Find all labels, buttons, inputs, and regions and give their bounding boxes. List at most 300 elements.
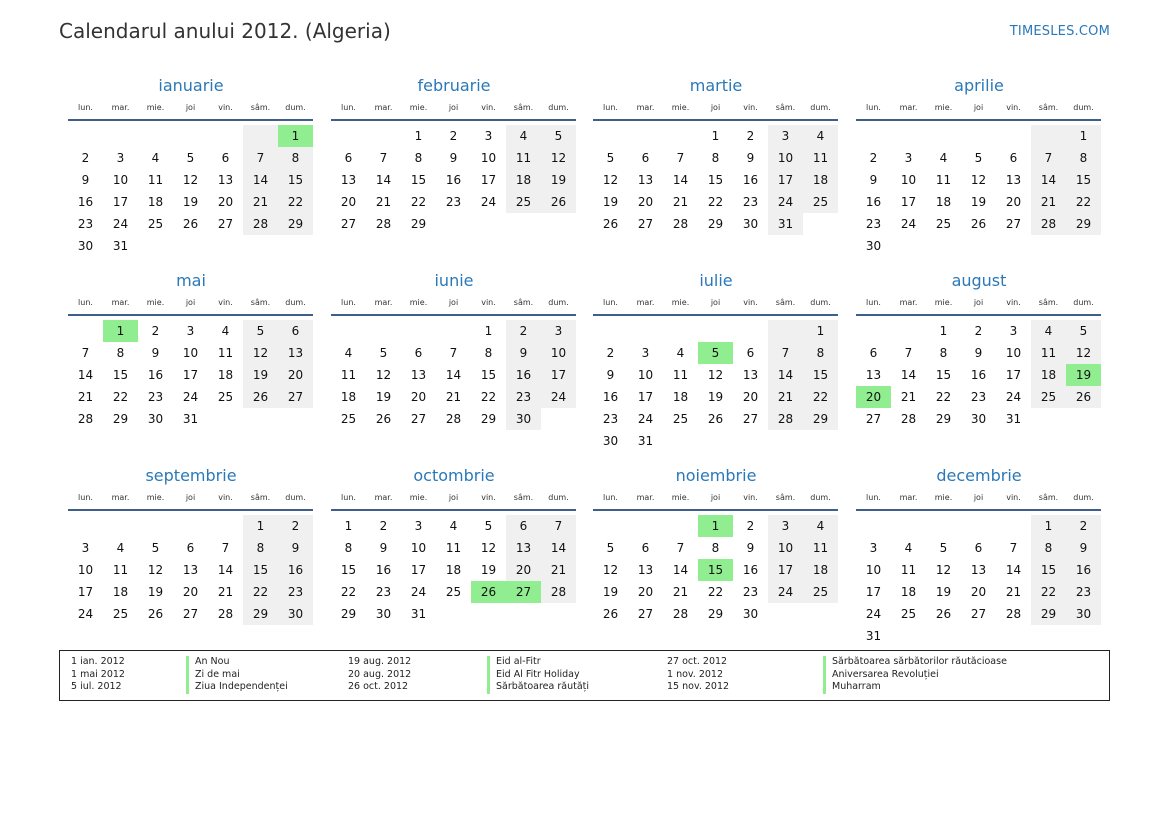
day-cell: 9 bbox=[606, 368, 615, 382]
day-cell: 10 bbox=[480, 151, 497, 165]
day-cell: 20 bbox=[742, 390, 759, 404]
empty-cell bbox=[628, 515, 663, 537]
day-cell: 16 bbox=[970, 368, 987, 382]
day-cell: 22 bbox=[340, 585, 357, 599]
day-cell: 14 bbox=[768, 364, 803, 386]
day-cell: 15 bbox=[243, 559, 278, 581]
day-cell: 19 bbox=[182, 195, 199, 209]
day-cell: 5 bbox=[484, 519, 493, 533]
holiday-date: 1 nov. 2012 bbox=[667, 668, 723, 680]
day-cell: 16 bbox=[147, 368, 164, 382]
weekday-header bbox=[856, 298, 1102, 310]
weekday-label: lun. bbox=[341, 103, 356, 112]
day-cell: 1 bbox=[803, 320, 838, 342]
day-cell: 31 bbox=[1005, 412, 1022, 426]
day-cell: 11 bbox=[147, 173, 164, 187]
weekday-label: mie. bbox=[671, 103, 690, 112]
day-cell: 2 bbox=[746, 129, 755, 143]
weekday-label: dum. bbox=[810, 103, 831, 112]
day-cell: 22 bbox=[935, 390, 952, 404]
day-cell: 11 bbox=[506, 147, 541, 169]
day-cell: 29 bbox=[707, 217, 724, 231]
weekday-label: dum. bbox=[548, 298, 569, 307]
empty-cell bbox=[961, 515, 996, 537]
empty-cell bbox=[856, 125, 891, 147]
day-cell: 4 bbox=[506, 125, 541, 147]
month-august bbox=[856, 266, 1102, 430]
holiday-date: 19 aug. 2012 bbox=[348, 656, 412, 667]
month-name: aprilie bbox=[954, 76, 1004, 95]
day-cell: 20 bbox=[637, 195, 654, 209]
weekday-label: mie. bbox=[934, 103, 953, 112]
weekday-label: vin. bbox=[743, 493, 758, 502]
day-cell: 17 bbox=[637, 390, 654, 404]
day-cell: 8 bbox=[414, 151, 423, 165]
day-cell: 15 bbox=[1031, 559, 1066, 581]
empty-cell bbox=[68, 320, 103, 342]
weekday-label: lun. bbox=[866, 493, 881, 502]
day-cell: 3 bbox=[1009, 324, 1018, 338]
day-cell: 31 bbox=[112, 239, 129, 253]
day-cell: 24 bbox=[865, 607, 882, 621]
holiday-date: 26 oct. 2012 bbox=[348, 681, 409, 692]
weekday-label: joi bbox=[448, 298, 459, 307]
weekday-label: joi bbox=[185, 298, 196, 307]
month-noiembrie bbox=[593, 461, 839, 625]
day-cell: 13 bbox=[1005, 173, 1022, 187]
empty-cell bbox=[68, 515, 103, 537]
weekday-label: mie. bbox=[146, 298, 165, 307]
day-cell: 1 bbox=[939, 324, 948, 338]
day-cell: 10 bbox=[410, 541, 427, 555]
day-cell: 2 bbox=[506, 320, 541, 342]
day-cell: 8 bbox=[484, 346, 493, 360]
empty-cell bbox=[401, 320, 436, 342]
weekday-label: sâm. bbox=[513, 103, 534, 112]
day-cell: 30 bbox=[865, 239, 882, 253]
day-cell: 16 bbox=[77, 195, 94, 209]
day-cell: 12 bbox=[602, 563, 619, 577]
day-cell: 19 bbox=[243, 364, 278, 386]
empty-cell bbox=[173, 125, 208, 147]
day-cell: 12 bbox=[935, 563, 952, 577]
day-cell: 27 bbox=[182, 607, 199, 621]
month-name: octombrie bbox=[413, 466, 495, 485]
holiday-day-cell: 1 bbox=[103, 320, 138, 342]
day-cell: 14 bbox=[1031, 169, 1066, 191]
day-cell: 15 bbox=[410, 173, 427, 187]
day-cell: 19 bbox=[935, 585, 952, 599]
empty-cell bbox=[593, 515, 628, 537]
day-grid bbox=[331, 320, 577, 430]
day-cell: 10 bbox=[541, 342, 576, 364]
day-cell: 13 bbox=[410, 368, 427, 382]
day-cell: 7 bbox=[81, 346, 90, 360]
weekday-label: lun. bbox=[866, 298, 881, 307]
day-cell: 25 bbox=[147, 217, 164, 231]
day-cell: 25 bbox=[900, 607, 917, 621]
day-cell: 19 bbox=[602, 585, 619, 599]
month-name: iulie bbox=[699, 271, 733, 290]
day-cell: 8 bbox=[939, 346, 948, 360]
day-cell: 26 bbox=[375, 412, 392, 426]
weekday-label: mar. bbox=[636, 298, 655, 307]
day-cell: 16 bbox=[742, 563, 759, 577]
day-cell: 21 bbox=[445, 390, 462, 404]
holiday-names-col-1 bbox=[186, 656, 288, 694]
day-cell: 10 bbox=[112, 173, 129, 187]
day-cell: 22 bbox=[803, 386, 838, 408]
month-name: iunie bbox=[434, 271, 474, 290]
empty-cell bbox=[891, 320, 926, 342]
day-cell: 27 bbox=[410, 412, 427, 426]
day-cell: 5 bbox=[974, 151, 983, 165]
day-cell: 3 bbox=[116, 151, 125, 165]
weekday-label: vin. bbox=[218, 103, 233, 112]
empty-cell bbox=[331, 125, 366, 147]
page-title: Calendarul anului 2012. (Algeria) bbox=[59, 19, 391, 43]
month-name: februarie bbox=[417, 76, 491, 95]
day-cell: 13 bbox=[742, 368, 759, 382]
day-cell: 26 bbox=[970, 217, 987, 231]
day-cell: 20 bbox=[970, 585, 987, 599]
site-link[interactable]: TIMESLES.COM bbox=[1009, 24, 1110, 39]
day-cell: 7 bbox=[221, 541, 230, 555]
day-cell: 30 bbox=[278, 603, 313, 625]
weekday-label: mar. bbox=[636, 103, 655, 112]
weekday-label: vin. bbox=[743, 103, 758, 112]
day-cell: 21 bbox=[1005, 585, 1022, 599]
weekday-label: mie. bbox=[146, 103, 165, 112]
day-cell: 25 bbox=[506, 191, 541, 213]
day-cell: 28 bbox=[217, 607, 234, 621]
day-cell: 14 bbox=[900, 368, 917, 382]
day-cell: 18 bbox=[900, 585, 917, 599]
holiday-date: 5 iul. 2012 bbox=[71, 681, 122, 692]
day-cell: 11 bbox=[935, 173, 952, 187]
day-cell: 6 bbox=[414, 346, 423, 360]
day-cell: 21 bbox=[900, 390, 917, 404]
empty-cell bbox=[593, 125, 628, 147]
day-cell: 18 bbox=[672, 390, 689, 404]
weekday-label: mar. bbox=[374, 493, 393, 502]
weekday-label: joi bbox=[448, 493, 459, 502]
day-cell: 14 bbox=[672, 173, 689, 187]
weekday-label: joi bbox=[185, 493, 196, 502]
weekday-header bbox=[593, 493, 839, 505]
day-cell: 26 bbox=[147, 607, 164, 621]
holiday-name: Aniversarea Revoluției bbox=[823, 669, 1007, 682]
weekday-header bbox=[68, 493, 314, 505]
day-grid bbox=[593, 320, 839, 452]
day-cell: 29 bbox=[1031, 603, 1066, 625]
day-cell: 2 bbox=[449, 129, 458, 143]
day-cell: 12 bbox=[707, 368, 724, 382]
weekday-label: dum. bbox=[1073, 103, 1094, 112]
month-divider bbox=[856, 314, 1101, 316]
day-cell: 3 bbox=[541, 320, 576, 342]
day-cell: 3 bbox=[768, 515, 803, 537]
weekday-header bbox=[331, 298, 577, 310]
month-divider bbox=[593, 314, 838, 316]
day-cell: 20 bbox=[182, 585, 199, 599]
weekday-label: dum. bbox=[548, 493, 569, 502]
day-cell: 9 bbox=[379, 541, 388, 555]
day-cell: 20 bbox=[340, 195, 357, 209]
day-cell: 5 bbox=[1066, 320, 1101, 342]
day-cell: 18 bbox=[147, 195, 164, 209]
day-cell: 21 bbox=[672, 585, 689, 599]
empty-cell bbox=[208, 125, 243, 147]
day-cell: 20 bbox=[506, 559, 541, 581]
month-iunie bbox=[331, 266, 577, 430]
day-cell: 24 bbox=[410, 585, 427, 599]
day-cell: 10 bbox=[1005, 346, 1022, 360]
empty-cell bbox=[663, 125, 698, 147]
day-cell: 7 bbox=[379, 151, 388, 165]
holiday-date: 27 oct. 2012 bbox=[667, 656, 728, 667]
day-cell: 9 bbox=[974, 346, 983, 360]
day-cell: 30 bbox=[77, 239, 94, 253]
day-cell: 12 bbox=[375, 368, 392, 382]
day-cell: 3 bbox=[641, 346, 650, 360]
day-cell: 30 bbox=[506, 408, 541, 430]
weekday-label: mar. bbox=[899, 493, 918, 502]
weekday-label: mie. bbox=[671, 493, 690, 502]
weekday-label: sâm. bbox=[250, 298, 271, 307]
day-cell: 27 bbox=[970, 607, 987, 621]
day-cell: 30 bbox=[375, 607, 392, 621]
day-cell: 22 bbox=[112, 390, 129, 404]
empty-cell bbox=[208, 515, 243, 537]
day-cell: 15 bbox=[935, 368, 952, 382]
day-cell: 5 bbox=[541, 125, 576, 147]
day-cell: 30 bbox=[742, 217, 759, 231]
day-cell: 31 bbox=[637, 434, 654, 448]
day-cell: 24 bbox=[768, 581, 803, 603]
day-cell: 6 bbox=[974, 541, 983, 555]
day-cell: 5 bbox=[939, 541, 948, 555]
weekday-label: sâm. bbox=[1038, 103, 1059, 112]
holiday-day-cell: 27 bbox=[506, 581, 541, 603]
weekday-label: vin. bbox=[481, 103, 496, 112]
day-grid bbox=[856, 515, 1102, 647]
day-cell: 19 bbox=[147, 585, 164, 599]
day-cell: 21 bbox=[541, 559, 576, 581]
day-cell: 29 bbox=[480, 412, 497, 426]
day-cell: 23 bbox=[506, 386, 541, 408]
day-cell: 11 bbox=[900, 563, 917, 577]
weekday-label: lun. bbox=[341, 493, 356, 502]
day-cell: 2 bbox=[1066, 515, 1101, 537]
day-cell: 16 bbox=[742, 173, 759, 187]
day-cell: 21 bbox=[217, 585, 234, 599]
holiday-day-cell: 1 bbox=[698, 515, 733, 537]
day-cell: 16 bbox=[278, 559, 313, 581]
weekday-label: mar. bbox=[374, 298, 393, 307]
day-cell: 1 bbox=[414, 129, 423, 143]
day-cell: 8 bbox=[278, 147, 313, 169]
month-name: august bbox=[951, 271, 1007, 290]
month-martie bbox=[593, 71, 839, 235]
day-cell: 28 bbox=[77, 412, 94, 426]
day-cell: 23 bbox=[865, 217, 882, 231]
weekday-label: mie. bbox=[934, 493, 953, 502]
empty-cell bbox=[891, 515, 926, 537]
day-cell: 7 bbox=[1009, 541, 1018, 555]
day-cell: 8 bbox=[116, 346, 125, 360]
holiday-date: 15 nov. 2012 bbox=[667, 681, 730, 692]
holiday-dates-col-3 bbox=[667, 656, 729, 694]
day-cell: 29 bbox=[707, 607, 724, 621]
empty-cell bbox=[68, 125, 103, 147]
day-cell: 6 bbox=[344, 151, 353, 165]
empty-cell bbox=[926, 125, 961, 147]
day-cell: 13 bbox=[340, 173, 357, 187]
day-cell: 4 bbox=[939, 151, 948, 165]
day-cell: 17 bbox=[182, 368, 199, 382]
day-cell: 12 bbox=[541, 147, 576, 169]
day-cell: 21 bbox=[1031, 191, 1066, 213]
day-cell: 3 bbox=[414, 519, 423, 533]
day-cell: 24 bbox=[1005, 390, 1022, 404]
empty-cell bbox=[138, 125, 173, 147]
day-cell: 5 bbox=[379, 346, 388, 360]
day-cell: 29 bbox=[340, 607, 357, 621]
day-cell: 28 bbox=[1031, 213, 1066, 235]
day-cell: 6 bbox=[641, 541, 650, 555]
month-name: ianuarie bbox=[158, 76, 224, 95]
day-cell: 15 bbox=[112, 368, 129, 382]
empty-cell bbox=[628, 320, 663, 342]
weekday-header bbox=[331, 493, 577, 505]
day-cell: 1 bbox=[711, 129, 720, 143]
day-cell: 19 bbox=[970, 195, 987, 209]
weekday-label: dum. bbox=[285, 493, 306, 502]
day-cell: 20 bbox=[278, 364, 313, 386]
day-cell: 7 bbox=[541, 515, 576, 537]
weekday-label: mie. bbox=[146, 493, 165, 502]
day-cell: 25 bbox=[340, 412, 357, 426]
day-cell: 18 bbox=[1031, 364, 1066, 386]
day-cell: 25 bbox=[1031, 386, 1066, 408]
holiday-dates-col-1 bbox=[71, 656, 125, 694]
day-cell: 9 bbox=[869, 173, 878, 187]
day-cell: 7 bbox=[676, 151, 685, 165]
day-cell: 9 bbox=[746, 151, 755, 165]
day-cell: 25 bbox=[112, 607, 129, 621]
holiday-name: Eid Al Fitr Holiday bbox=[487, 669, 589, 682]
day-cell: 26 bbox=[182, 217, 199, 231]
holiday-legend bbox=[59, 650, 1110, 701]
day-cell: 14 bbox=[541, 537, 576, 559]
day-cell: 27 bbox=[340, 217, 357, 231]
day-cell: 25 bbox=[217, 390, 234, 404]
day-cell: 20 bbox=[217, 195, 234, 209]
day-cell: 6 bbox=[186, 541, 195, 555]
holiday-day-cell: 15 bbox=[698, 559, 733, 581]
weekday-label: vin. bbox=[218, 493, 233, 502]
holiday-date: 1 ian. 2012 bbox=[71, 656, 125, 667]
day-cell: 19 bbox=[480, 563, 497, 577]
day-cell: 20 bbox=[410, 390, 427, 404]
day-cell: 8 bbox=[711, 151, 720, 165]
weekday-label: mie. bbox=[671, 298, 690, 307]
day-cell: 1 bbox=[1066, 125, 1101, 147]
month-decembrie bbox=[856, 461, 1102, 647]
month-divider bbox=[331, 314, 576, 316]
weekday-label: lun. bbox=[603, 103, 618, 112]
day-cell: 10 bbox=[77, 563, 94, 577]
day-cell: 6 bbox=[506, 515, 541, 537]
day-cell: 8 bbox=[1031, 537, 1066, 559]
day-cell: 24 bbox=[77, 607, 94, 621]
day-cell: 24 bbox=[112, 217, 129, 231]
holiday-day-cell: 5 bbox=[698, 342, 733, 364]
day-cell: 28 bbox=[541, 581, 576, 603]
day-cell: 22 bbox=[243, 581, 278, 603]
empty-cell bbox=[103, 515, 138, 537]
day-grid bbox=[331, 515, 577, 625]
day-cell: 23 bbox=[77, 217, 94, 231]
day-cell: 23 bbox=[742, 195, 759, 209]
day-cell: 2 bbox=[81, 151, 90, 165]
weekday-label: vin. bbox=[218, 298, 233, 307]
empty-cell bbox=[1031, 125, 1066, 147]
day-cell: 18 bbox=[935, 195, 952, 209]
day-cell: 7 bbox=[768, 342, 803, 364]
day-cell: 26 bbox=[602, 217, 619, 231]
day-cell: 5 bbox=[606, 151, 615, 165]
day-cell: 17 bbox=[865, 585, 882, 599]
weekday-label: lun. bbox=[78, 493, 93, 502]
day-cell: 28 bbox=[900, 412, 917, 426]
day-cell: 12 bbox=[147, 563, 164, 577]
weekday-label: lun. bbox=[603, 298, 618, 307]
day-cell: 23 bbox=[445, 195, 462, 209]
holiday-day-cell: 20 bbox=[856, 386, 891, 408]
empty-cell bbox=[243, 125, 278, 147]
empty-cell bbox=[663, 515, 698, 537]
day-cell: 17 bbox=[900, 195, 917, 209]
weekday-header bbox=[593, 103, 839, 115]
day-cell: 4 bbox=[344, 346, 353, 360]
month-ianuarie bbox=[68, 71, 314, 257]
weekday-label: vin. bbox=[743, 298, 758, 307]
day-cell: 28 bbox=[672, 607, 689, 621]
day-cell: 6 bbox=[746, 346, 755, 360]
day-cell: 2 bbox=[869, 151, 878, 165]
weekday-header bbox=[856, 103, 1102, 115]
day-cell: 3 bbox=[768, 125, 803, 147]
day-cell: 31 bbox=[865, 629, 882, 643]
day-cell: 12 bbox=[182, 173, 199, 187]
empty-cell bbox=[768, 320, 803, 342]
day-cell: 19 bbox=[602, 195, 619, 209]
day-cell: 29 bbox=[243, 603, 278, 625]
day-cell: 2 bbox=[974, 324, 983, 338]
month-name: mai bbox=[176, 271, 206, 290]
month-divider bbox=[68, 314, 313, 316]
day-cell: 26 bbox=[243, 386, 278, 408]
day-cell: 6 bbox=[221, 151, 230, 165]
day-cell: 2 bbox=[379, 519, 388, 533]
day-grid bbox=[331, 125, 577, 235]
empty-cell bbox=[366, 125, 401, 147]
day-cell: 17 bbox=[480, 173, 497, 187]
day-cell: 7 bbox=[1031, 147, 1066, 169]
day-cell: 27 bbox=[637, 607, 654, 621]
